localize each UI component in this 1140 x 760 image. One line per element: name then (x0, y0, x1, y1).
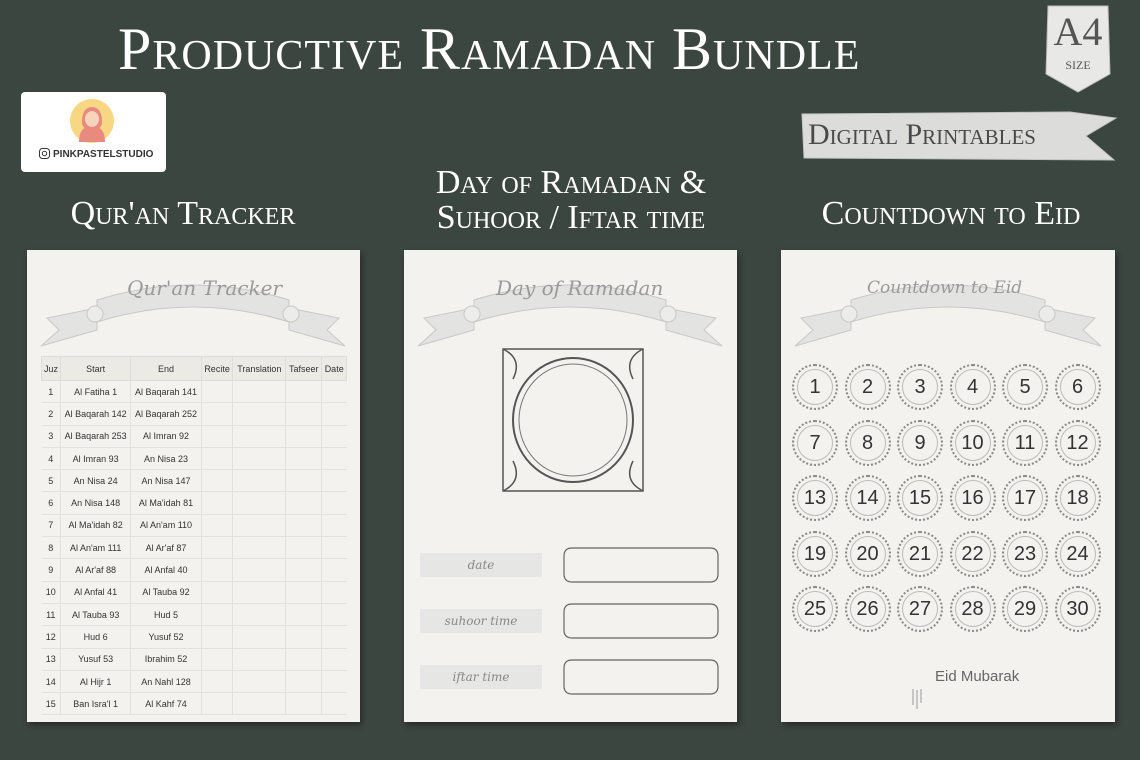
table-cell (201, 425, 233, 447)
table-cell: 3 (42, 425, 61, 447)
iftar-box (562, 658, 720, 696)
day-circle: 3 (897, 364, 943, 410)
table-cell: Al Fatiha 1 (60, 381, 130, 403)
table-row (42, 425, 347, 447)
table-cell (322, 470, 347, 492)
table-row (42, 492, 347, 514)
table-row (42, 670, 347, 692)
day-circle: 22 (950, 531, 996, 577)
table-row (42, 447, 347, 469)
table-cell (322, 693, 347, 715)
table-cell (233, 559, 286, 581)
table-cell: 13 (42, 648, 61, 670)
table-row (42, 559, 347, 581)
ribbon-banner (27, 250, 360, 360)
day-circle: 4 (950, 364, 996, 410)
table-cell (201, 670, 233, 692)
table-cell: Al Ma'idah 81 (131, 492, 201, 514)
table-cell (286, 381, 322, 403)
ornamental-frame-icon (499, 345, 647, 495)
table-cell: 14 (42, 670, 61, 692)
badge-sub: size (1065, 54, 1091, 73)
table-cell: Al Ar'af 88 (60, 559, 130, 581)
table-cell: Al Tauba 93 (60, 603, 130, 625)
digital-printables-banner (800, 110, 1118, 162)
table-cell (233, 425, 286, 447)
table-cell: Yusuf 53 (60, 648, 130, 670)
day-circle: 18 (1055, 475, 1101, 521)
brand-handle: PINKPASTELSTUDIO (53, 149, 154, 160)
table-cell: Al Baqarah 142 (60, 403, 130, 425)
crescent-moon-icon (905, 655, 933, 711)
day-circle: 7 (792, 420, 838, 466)
table-cell (201, 537, 233, 559)
table-cell (286, 581, 322, 603)
table-cell: 7 (42, 514, 61, 536)
table-header-row (42, 357, 347, 381)
day-circle: 9 (897, 420, 943, 466)
table-cell (233, 648, 286, 670)
table-cell (233, 581, 286, 603)
table-cell: Al Anfal 40 (131, 559, 201, 581)
table-cell: Al Anfal 41 (60, 581, 130, 603)
day-circle: 11 (1002, 420, 1048, 466)
column-header: Tafseer (286, 357, 322, 381)
table-cell (286, 447, 322, 469)
day-circle: 6 (1055, 364, 1101, 410)
table-cell (286, 514, 322, 536)
table-cell: 10 (42, 581, 61, 603)
quran-table (41, 356, 347, 715)
table-cell (286, 670, 322, 692)
day-circle: 19 (792, 531, 838, 577)
table-cell: An Nisa 148 (60, 492, 130, 514)
table-cell (322, 403, 347, 425)
page-title: Productive Ramadan Bundle (118, 16, 861, 82)
table-cell (322, 648, 347, 670)
table-cell (233, 403, 286, 425)
table-cell: Hud 5 (131, 603, 201, 625)
date-label: date (420, 553, 542, 577)
column-header: Start (60, 357, 130, 381)
table-cell (286, 470, 322, 492)
table-cell (322, 559, 347, 581)
table-cell: 8 (42, 537, 61, 559)
table-cell (233, 492, 286, 514)
column-header: Juz (42, 357, 61, 381)
table-cell: Ban Isra'l 1 (60, 693, 130, 715)
table-cell (286, 648, 322, 670)
table-cell (201, 403, 233, 425)
table-row (42, 381, 347, 403)
table-cell (201, 492, 233, 514)
table-cell (286, 425, 322, 447)
day-circle: 1 (792, 364, 838, 410)
table-row (42, 470, 347, 492)
table-cell (201, 470, 233, 492)
table-cell (201, 626, 233, 648)
table-cell: Al An'am 110 (131, 514, 201, 536)
day-circle: 14 (845, 475, 891, 521)
table-cell (322, 381, 347, 403)
table-cell: Al Baqarah 141 (131, 381, 201, 403)
day-circle: 28 (950, 586, 996, 632)
badge-main: A4 (1053, 9, 1103, 54)
column-header: End (131, 357, 201, 381)
table-cell: Al Ma'idah 82 (60, 514, 130, 536)
eid-ribbon-text: Countdown to Eid (867, 278, 1023, 298)
table-row (42, 537, 347, 559)
table-cell: 5 (42, 470, 61, 492)
eid-mubarak-text: Eid Mubarak (935, 668, 1020, 685)
table-cell: Al Ar'af 87 (131, 537, 201, 559)
day-circle: 20 (845, 531, 891, 577)
day-circle: 27 (897, 586, 943, 632)
table-cell (286, 559, 322, 581)
table-cell (201, 447, 233, 469)
table-cell (233, 693, 286, 715)
table-cell: 4 (42, 447, 61, 469)
day-circle: 17 (1002, 475, 1048, 521)
table-cell (233, 603, 286, 625)
day-circle: 15 (897, 475, 943, 521)
table-cell (286, 603, 322, 625)
table-cell (322, 581, 347, 603)
day-circle: 5 (1002, 364, 1048, 410)
table-cell: Al Kahf 74 (131, 693, 201, 715)
brand-logo (21, 92, 166, 172)
table-cell: Al Imran 93 (60, 447, 130, 469)
countdown-eid-card (781, 250, 1115, 722)
table-cell (233, 447, 286, 469)
day-circle: 21 (897, 531, 943, 577)
table-cell (322, 537, 347, 559)
table-cell (322, 514, 347, 536)
table-cell: Al Baqarah 253 (60, 425, 130, 447)
day-of-ramadan-card (404, 250, 737, 722)
day-circle: 30 (1055, 586, 1101, 632)
table-cell: Al Tauba 92 (131, 581, 201, 603)
table-cell: An Nahl 128 (131, 670, 201, 692)
table-cell (201, 559, 233, 581)
table-cell: 9 (42, 559, 61, 581)
table-cell: 6 (42, 492, 61, 514)
table-cell (286, 537, 322, 559)
table-cell (322, 603, 347, 625)
day-circle: 8 (845, 420, 891, 466)
avatar-icon (69, 98, 115, 144)
suhoor-box (562, 602, 720, 640)
table-cell (201, 693, 233, 715)
table-row (42, 693, 347, 715)
table-cell (201, 381, 233, 403)
day-circle: 29 (1002, 586, 1048, 632)
quran-ribbon-text: Qur'an Tracker (127, 276, 283, 300)
table-cell (322, 626, 347, 648)
table-cell (322, 492, 347, 514)
suhoor-time-label: suhoor time (420, 609, 542, 633)
table-cell (286, 626, 322, 648)
table-cell: 15 (42, 693, 61, 715)
quran-tracker-card (27, 250, 360, 722)
table-cell: 11 (42, 603, 61, 625)
table-cell (233, 514, 286, 536)
table-cell (201, 581, 233, 603)
column-header: Recite (201, 357, 233, 381)
column-header: Translation (233, 357, 286, 381)
table-cell: 12 (42, 626, 61, 648)
table-cell (233, 381, 286, 403)
table-cell (201, 648, 233, 670)
table-cell (322, 670, 347, 692)
table-cell (233, 670, 286, 692)
table-cell (322, 447, 347, 469)
ribbon-banner (781, 250, 1115, 360)
day-ribbon-text: Day of Ramadan (496, 276, 664, 300)
table-cell: An Nisa 23 (131, 447, 201, 469)
table-row (42, 514, 347, 536)
day-circle: 26 (845, 586, 891, 632)
iftar-time-label: iftar time (420, 665, 542, 689)
a4-size-badge (1042, 4, 1114, 94)
table-row (42, 403, 347, 425)
table-body (42, 381, 347, 715)
table-cell (233, 537, 286, 559)
column-header: Date (322, 357, 347, 381)
day-circle: 10 (950, 420, 996, 466)
quran-section-title: Qur'an Tracker (70, 195, 296, 232)
table-cell: Al Hijr 1 (60, 670, 130, 692)
day-circle: 16 (950, 475, 996, 521)
day-circle: 24 (1055, 531, 1101, 577)
day-circle: 23 (1002, 531, 1048, 577)
day-section-title-line1: Day of Ramadan & (435, 164, 707, 201)
ribbon-banner (404, 250, 737, 360)
table-cell: Al Imran 92 (131, 425, 201, 447)
date-box (562, 546, 720, 584)
table-cell: An Nisa 147 (131, 470, 201, 492)
table-cell (233, 626, 286, 648)
eid-section-title: Countdown to Eid (821, 195, 1081, 232)
table-row (42, 603, 347, 625)
table-cell: Ibrahim 52 (131, 648, 201, 670)
table-row (42, 648, 347, 670)
table-cell (286, 693, 322, 715)
table-cell (286, 492, 322, 514)
table-cell: Yusuf 52 (131, 626, 201, 648)
table-row (42, 626, 347, 648)
day-section-title-line2: Suhoor / Iftar time (436, 199, 706, 236)
day-circle: 13 (792, 475, 838, 521)
table-cell (233, 470, 286, 492)
day-circle: 25 (792, 586, 838, 632)
table-cell: Hud 6 (60, 626, 130, 648)
table-cell: 2 (42, 403, 61, 425)
table-cell: Al Baqarah 252 (131, 403, 201, 425)
instagram-icon (39, 148, 50, 159)
day-circle: 12 (1055, 420, 1101, 466)
table-cell (286, 403, 322, 425)
table-row (42, 581, 347, 603)
digital-printables-label: Digital Printables (808, 118, 1036, 151)
table-cell (322, 425, 347, 447)
table-cell (201, 514, 233, 536)
table-cell: Al An'am 111 (60, 537, 130, 559)
table-cell: 1 (42, 381, 61, 403)
table-cell: An Nisa 24 (60, 470, 130, 492)
day-circle: 2 (845, 364, 891, 410)
table-cell (201, 603, 233, 625)
